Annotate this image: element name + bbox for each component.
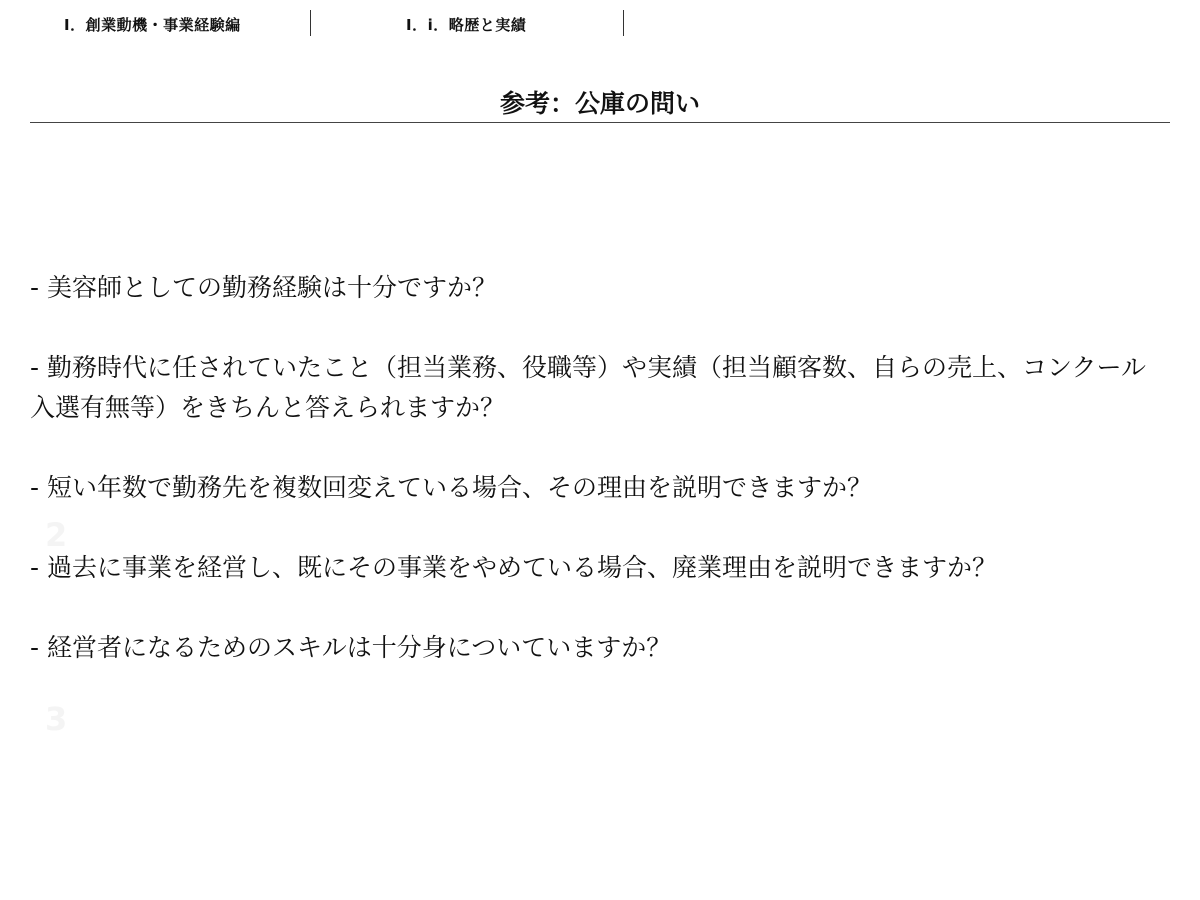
subsection-label: Ⅰ．ⅰ．略歴と実績 <box>406 16 527 34</box>
background-number: 2 <box>45 516 68 554</box>
page-title: 参考：公庫の問い <box>499 89 700 118</box>
background-number: 3 <box>45 700 68 738</box>
header-divider <box>623 10 624 36</box>
header-divider <box>310 10 311 36</box>
question-item: - 経営者になるためのスキルは十分身についていますか？ <box>30 633 672 662</box>
question-item: - 短い年数で勤務先を複数回変えている場合、その理由を説明できますか？ <box>30 473 872 502</box>
question-list <box>30 268 1170 708</box>
title-underline <box>30 122 1170 123</box>
question-item: - 美容師としての勤務経験は十分ですか？ <box>30 273 497 302</box>
section-label: Ⅰ．創業動機・事業経験編 <box>64 16 241 34</box>
header-bar <box>0 10 1200 36</box>
question-item: - 過去に事業を経営し、既にその事業をやめている場合、廃業理由を説明できますか？ <box>30 553 997 582</box>
question-item: - 勤務時代に任されていたこと（担当業務、役職等）や実績（担当顧客数、自らの売上、コンクール入選有無等）をきちんと答えられますか？ <box>30 353 1146 422</box>
